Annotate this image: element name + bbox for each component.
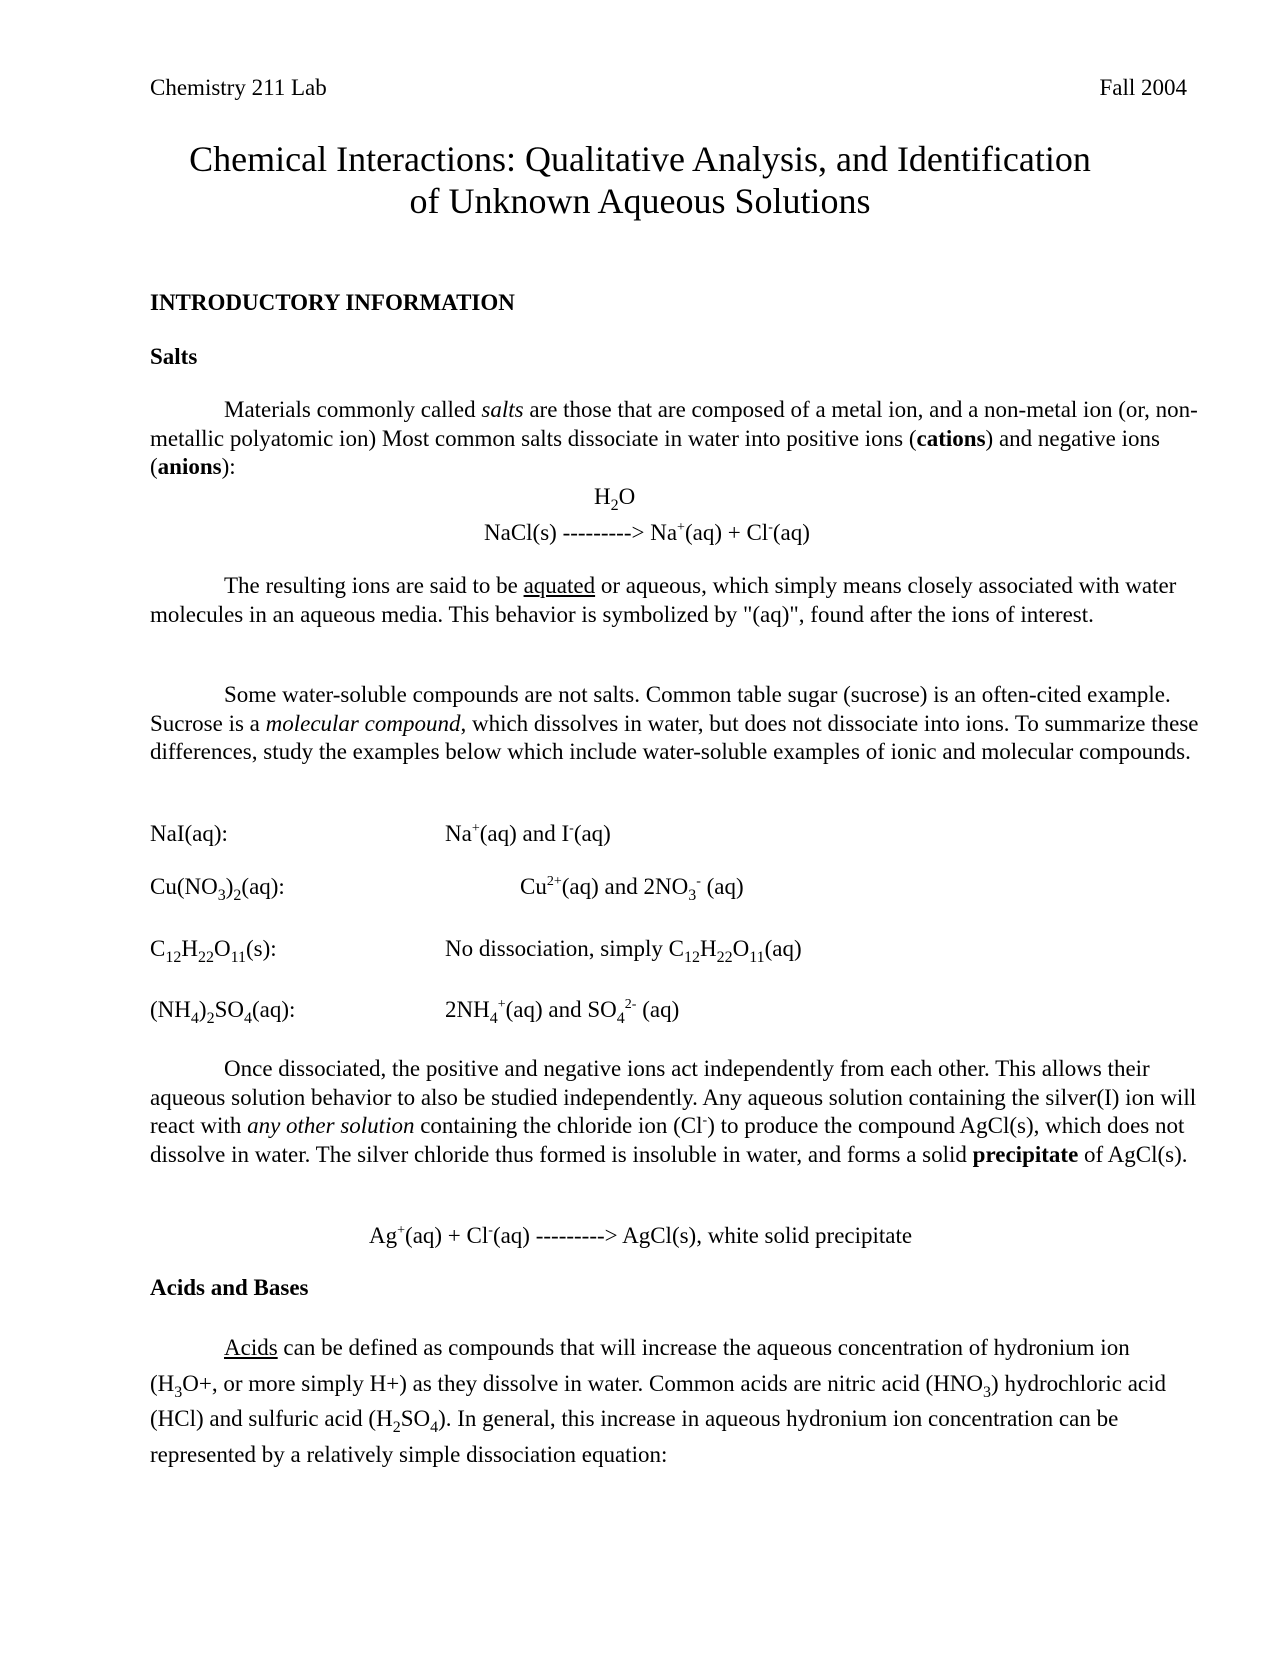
text-run: H — [699, 936, 717, 961]
text-run: O+, or more simply H+) as they dissolve in water. Common acids are nitric acid (HNO — [182, 1370, 984, 1396]
superscript: - — [702, 1113, 708, 1129]
salts-heading: Salts — [150, 344, 198, 369]
term-anions: anions — [157, 454, 222, 480]
text-run: , which dissolves in water, but does not dissociate into ions. To summarize these differences, study the examples below which include water-soluble examples of ionic and molecular compounds. — [150, 710, 1199, 765]
text-run: Ag — [369, 1223, 398, 1248]
text-run: ) and negative ions ( — [150, 425, 1160, 480]
superscript: - — [488, 1223, 493, 1238]
subscript: 22 — [197, 949, 214, 966]
text-run: NaCl(s) ---------> Na — [484, 520, 678, 545]
acids-paragraph — [150, 1330, 1200, 1472]
subscript: 11 — [749, 949, 765, 966]
dissociation-paragraph — [150, 1055, 1200, 1169]
subscript: 4 — [616, 1010, 625, 1027]
text-run: (aq): — [241, 874, 285, 899]
solvent-label — [594, 483, 636, 514]
text-run: (aq) — [764, 936, 802, 961]
acids-bases-heading: Acids and Bases — [150, 1275, 309, 1300]
example-1-compound: NaI(aq): — [150, 821, 228, 846]
text-run: No dissociation, simply C — [445, 936, 684, 961]
text-run: Cu — [520, 874, 547, 899]
subscript: 4 — [190, 1010, 199, 1027]
superscript: + — [471, 821, 480, 836]
text-run: The resulting ions are said to be — [224, 573, 524, 598]
text-run: (NH — [150, 997, 191, 1022]
text-run: Once dissociated, the positive and negative ions act independently from each other. This allows their aqueous solution behavior to also be studied independently. Any aqueous solution containing the silver(I) ion will react with — [150, 1056, 1197, 1139]
text-run: (aq) + Cl — [405, 1223, 489, 1248]
term-cations: cations — [916, 425, 986, 451]
text-run: O — [618, 484, 636, 509]
subscript: 12 — [683, 949, 700, 966]
text-run: (aq) and I — [479, 821, 570, 846]
text-run: Materials commonly called — [224, 397, 482, 422]
term-precipitate: precipitate — [972, 1141, 1079, 1167]
subscript: 4 — [489, 1010, 498, 1027]
text-run: ) to produce the compound AgCl(s), which does not dissolve in water. The silver chloride thus formed is insoluble in water, and forms a solid — [150, 1113, 1185, 1167]
text-run: Some water-soluble compounds are not salts. Common table sugar (sucrose) is an often-cited example. Sucrose is a — [150, 682, 1171, 736]
superscript: - — [768, 520, 773, 535]
text-run: O — [732, 936, 750, 961]
subscript: 12 — [165, 949, 182, 966]
subscript: 3 — [217, 887, 226, 904]
text-run: SO — [214, 997, 244, 1022]
example-1-ions — [445, 820, 611, 848]
subscript: 3 — [983, 1383, 992, 1401]
text-run: 2NH — [445, 997, 490, 1022]
superscript: - — [569, 821, 574, 836]
precipitation-equation — [369, 1222, 912, 1250]
dissociation-equation-nacl — [484, 519, 810, 547]
section-heading-intro: INTRODUCTORY INFORMATION — [150, 290, 515, 315]
text-run: ) — [198, 997, 207, 1022]
superscript: + — [397, 1223, 406, 1238]
text-run: SO — [400, 1406, 431, 1431]
term-any-other-solution: any other solution — [247, 1113, 415, 1139]
example-3-compound — [150, 935, 277, 966]
term-salts: salts — [481, 397, 524, 422]
text-run: Na — [445, 821, 472, 846]
superscript: + — [497, 997, 506, 1012]
text-run: ) — [225, 874, 234, 899]
superscript: - — [696, 874, 701, 889]
text-run: ) hydrochloric acid (HCl) and sulfuric acid (H — [150, 1370, 1167, 1431]
superscript: 2+ — [546, 874, 562, 889]
salts-paragraph-1 — [150, 396, 1200, 482]
text-run: (aq) ---------> AgCl(s), white solid precipitate — [492, 1223, 913, 1248]
subscript: 2 — [610, 497, 619, 514]
text-run: of AgCl(s). — [1078, 1141, 1188, 1167]
text-run: ): — [221, 454, 236, 480]
term-molecular-compound: molecular compound — [265, 710, 461, 736]
subscript: 2 — [233, 887, 242, 904]
text-run: H — [181, 936, 198, 961]
subscript: 11 — [230, 949, 246, 966]
text-run: containing the chloride ion (Cl — [414, 1113, 703, 1139]
course-header: Chemistry 211 Lab — [150, 75, 327, 100]
superscript: + — [677, 520, 685, 535]
subscript: 22 — [716, 949, 733, 966]
text-run: Cu(NO — [150, 874, 218, 899]
superscript: 2- — [624, 997, 637, 1012]
text-run: can be defined as compounds that will increase the aqueous concentration of hydronium ion (H — [150, 1335, 1130, 1396]
text-run: (aq) — [573, 821, 611, 846]
text-run: (aq) — [700, 874, 744, 899]
title-line-2: of Unknown Aqueous Solutions — [409, 181, 871, 221]
text-run: (aq) and SO — [505, 997, 617, 1022]
text-run: (aq) and 2NO — [561, 874, 689, 899]
text-run: H — [594, 484, 611, 509]
text-run: (s): — [246, 936, 277, 961]
subscript: 2 — [392, 1419, 401, 1436]
salts-paragraph-3 — [150, 681, 1200, 767]
title-line-1: Chemical Interactions: Qualitative Analysis, and Identification — [189, 139, 1091, 179]
text-run: (aq) — [772, 520, 810, 545]
subscript: 2 — [206, 1010, 215, 1027]
salts-paragraph-2 — [150, 572, 1200, 629]
text-run: (aq) + Cl — [684, 520, 769, 545]
term-acids: Acids — [224, 1335, 278, 1360]
subscript: 4 — [430, 1419, 439, 1436]
subscript: 3 — [688, 887, 697, 904]
example-2-compound — [150, 873, 285, 904]
term-header: Fall 2004 — [1099, 75, 1187, 100]
subscript: 4 — [243, 1010, 252, 1027]
text-run: are those that are composed of a metal ion, and a non-metal ion (or, non-metallic polyatomic ion) Most common salts dissociate in water into positive ions ( — [150, 397, 1198, 451]
example-2-ions — [520, 873, 744, 904]
example-3-result — [445, 935, 802, 966]
text-run: O — [213, 936, 231, 961]
text-run: C — [150, 936, 166, 961]
term-aquated: aquated — [523, 573, 596, 598]
text-run: or aqueous, which simply means closely associated with water molecules in an aqueous media. This behavior is symbolized by "(aq)", found after the ions of interest. — [150, 573, 1177, 627]
subscript: 3 — [174, 1383, 183, 1401]
text-run: (aq) — [636, 997, 680, 1022]
example-4-ions — [445, 996, 680, 1027]
text-run: ). In general, this increase in aqueous hydronium ion concentration can be represented by a relatively simple dissociation equation: — [150, 1406, 1119, 1467]
text-run: (aq): — [251, 997, 296, 1022]
example-4-compound — [150, 996, 296, 1027]
